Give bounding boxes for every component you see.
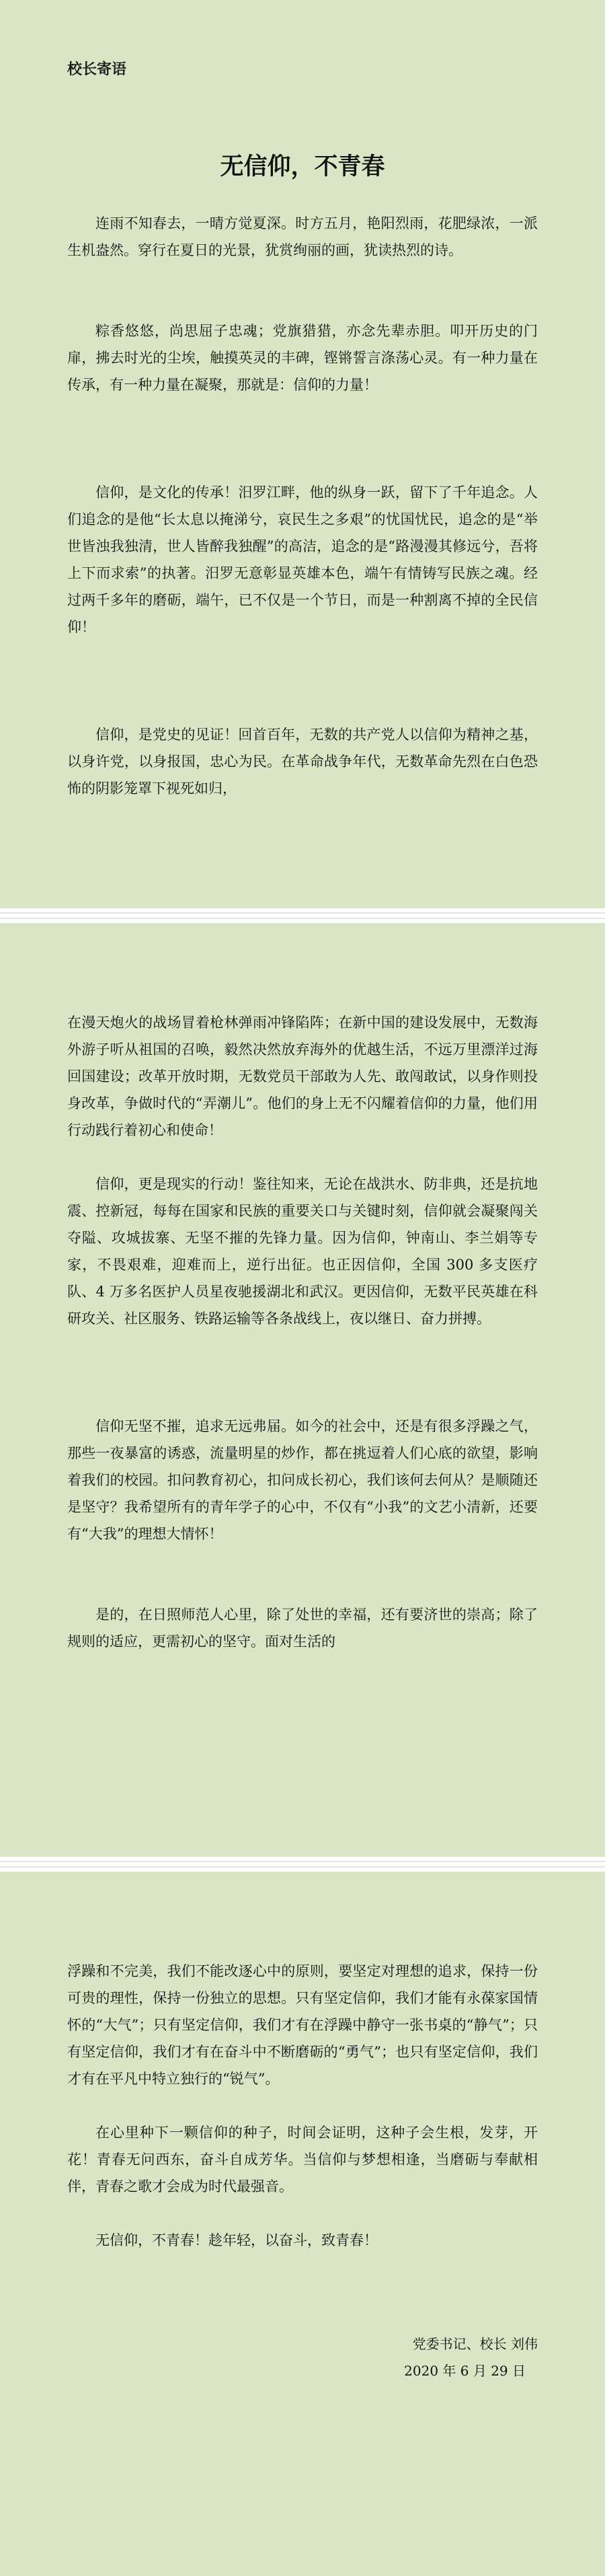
signature-date: 2020 年 6 月 29 日: [404, 2363, 526, 2379]
paragraph-4-start: 信仰，是党史的见证！回首百年，无数的共产党人以信仰为精神之基，以身许党，以身报国，忠心为民。在革命战争年代，无数革命先烈在白色恐怖的阴影笼罩下视死如归，: [67, 727, 538, 797]
signature-name: 党委书记、校长 刘伟: [412, 2336, 538, 2352]
paragraph-8: 在心里种下一颗信仰的种子，时间会证明，这种子会生根，发芽，开花！青春无问西东，奋斗自成芳华。当信仰与梦想相逢，当磨砺与奉献相伴，青春之歌才会成为时代最强音。: [67, 2125, 538, 2195]
paragraph-9: 无信仰，不青春！趁年轻，以奋斗，致青春！: [95, 2232, 378, 2248]
article-title: 无信仰，不青春: [220, 153, 385, 180]
page-break-divider: [0, 1857, 605, 1872]
paragraph-1: 连雨不知春去，一晴方觉夏深。时方五月，艳阳烈雨，花肥绿浓，一派生机盎然。穿行在夏日的光景，犹赏绚丽的画，犹读热烈的诗。: [67, 215, 538, 258]
page-section-1: [0, 0, 605, 908]
page-section-3: [0, 1872, 605, 2576]
paragraph-5: 信仰，更是现实的行动！鉴往知来，无论在战洪水、防非典，还是抗地震、控新冠，每每在国家和民族的重要关口与关键时刻，信仰就会凝聚闯关夺隘、攻城拔寨、无坚不摧的先锋力量。因为信仰，钟南山、李兰娟等专家，不畏艰难，迎难而上，逆行出征。也正因信仰，全国 300 多支医疗队、4 万多名医护人员星夜驰援湖北和武汉。更因信仰，无数平民英雄在科研攻关、社区服务、铁路运输等各条战线上，夜以继日、奋力拼搏。: [67, 1176, 538, 1327]
column-label: 校长寄语: [67, 61, 127, 78]
paragraph-7-start: 是的，在日照师范人心里，除了处世的幸福，还有要济世的崇高；除了规则的适应，更需初心的坚守。面对生活的: [67, 1607, 538, 1650]
paragraph-6: 信仰无坚不摧，追求无远弗届。如今的社会中，还是有很多浮躁之气，那些一夜暴富的诱惑，流量明星的炒作，都在挑逗着人们心底的欲望，影响着我们的校园。扣问教育初心，扣问成长初心，我们该何去何从？是顺随还是坚守？我希望所有的青年学子的心中，不仅有“小我”的文艺小清新，还要有“大我”的理想大情怀！: [67, 1418, 538, 1542]
paragraph-7-continued: 浮躁和不完美，我们不能改逐心中的原则，要坚定对理想的追求，保持一份可贵的理性，保持一份独立的思想。只有坚定信仰，我们才能有永葆家国情怀的“大气”；只有坚定信仰，我们才有在浮躁中静守一张书桌的“静气”；只有坚定信仰，我们才有在奋斗中不断磨砺的“勇气”；也只有坚定信仰，我们才有在平凡中特立独行的“锐气”。: [67, 1963, 538, 2087]
paragraph-2: 粽香悠悠，尚思屈子忠魂；党旗猎猎，亦念先辈赤胆。叩开历史的门扉，拂去时光的尘埃，触摸英灵的丰碑，铿锵誓言涤荡心灵。有一种力量在传承，有一种力量在凝聚，那就是：信仰的力量！: [67, 323, 538, 393]
page-section-2: [0, 923, 605, 1857]
page-break-divider: [0, 908, 605, 923]
paragraph-4-continued: 在漫天炮火的战场冒着枪林弹雨冲锋陷阵；在新中国的建设发展中，无数海外游子听从祖国的召唤，毅然决然放弃海外的优越生活，不远万里漂洋过海回国建设；改革开放时期，无数党员干部敢为人先、敢闯敢试，以身作则投身改革，争做时代的“弄潮儿”。他们的身上无不闪耀着信仰的力量，他们用行动践行着初心和使命！: [67, 1015, 538, 1138]
paragraph-3: 信仰，是文化的传承！汨罗江畔，他的纵身一跃，留下了千年追念。人们追念的是他“长太息以掩涕兮，哀民生之多艰”的忧国忧民，追念的是“举世皆浊我独清，世人皆醉我独醒”的高洁，追念的是“路漫漫其修远兮，吾将上下而求索”的执著。汨罗无意彰显英雄本色，端午有情铸写民族之魂。经过两千多年的磨砺，端午，已不仅是一个节日，而是一种割离不掉的全民信仰！: [67, 484, 538, 635]
